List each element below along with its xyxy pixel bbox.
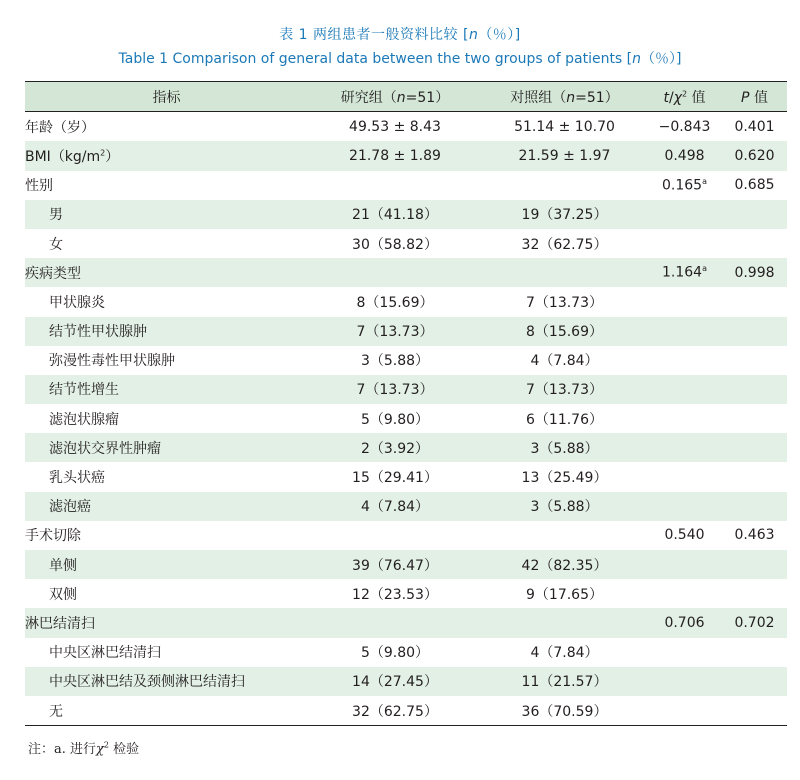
row-label: 年龄（岁） [25,119,95,136]
table-row [25,696,787,726]
p-value [722,638,787,667]
p-value: 0.401 [734,118,775,135]
p-value: 0.702 [734,614,775,631]
study-group-value: 32（62.75） [352,703,438,720]
statistic-value [647,696,722,726]
row-label: 滤泡状腺瘤 [49,411,119,428]
study-group-value [308,258,482,287]
row-label: $BMI(kg/m^2)$ [25,148,120,165]
table-row [25,462,787,491]
table-row [25,141,787,170]
statistic-value [647,579,722,608]
header-p-value: P 值 [741,89,768,106]
statistic-value [647,667,722,696]
row-label: 双侧 [49,586,77,603]
control-group-value [482,171,647,200]
control-group-value: 4（7.84） [530,645,599,662]
row-label: 淋巴结清扫 [25,615,95,632]
study-group-value: 3（5.88） [360,353,430,370]
control-group-value: 21.59 ± 1.97 [518,147,611,164]
table-row [25,433,787,462]
study-group-value: 21.78 ± 1.89 [349,147,441,164]
table-row [25,317,787,346]
control-group-value: 8（15.69） [526,324,603,341]
statistic-value: 0.165$^a$ [662,176,707,194]
row-label: 结节性甲状腺肿 [49,324,147,341]
statistic-value: 0.498 [664,147,705,164]
study-group-value: 14（27.45） [352,674,438,691]
statistic-value: 1.164$^a$ [662,264,707,282]
p-value: 0.620 [734,147,775,164]
control-group-value: 19（37.25） [521,207,608,224]
row-label: 结节性增生 [49,382,119,399]
header-control-group: 对照组（n=51） [510,89,619,106]
table-row [25,346,787,375]
p-value [722,579,787,608]
statistic-value [647,404,722,433]
p-value [722,550,787,579]
table-row [25,608,787,637]
table-row [25,404,787,433]
study-group-value: 5（9.80） [360,645,430,662]
statistic-value [647,492,722,521]
study-group-value: 21（41.18） [352,207,438,224]
row-label: 疾病类型 [25,265,81,282]
row-label: 单侧 [49,557,77,574]
table-body [25,112,787,726]
header-statistic: $t/\chi^2$ 值 [663,88,706,106]
table-footnote: 注：a. 进行$\chi^2$ 检验 [28,740,140,757]
table-row [25,521,787,550]
statistic-value [647,462,722,491]
table-title-en: Table 1 Comparison of general data between the two groups of patients [n（％）] [118,51,682,67]
control-group-value [482,258,647,287]
study-group-value [308,521,482,550]
row-label: 弥漫性毒性甲状腺肿 [49,353,175,370]
control-group-value: 9（17.65） [526,586,603,603]
statistic-value [647,638,722,667]
row-label: 滤泡癌 [49,499,91,516]
row-label: 甲状腺炎 [49,294,105,311]
p-value [722,317,787,346]
study-group-value [308,608,482,637]
control-group-value: 11（21.57） [521,674,608,691]
table-row [25,579,787,608]
statistic-value [647,346,722,375]
control-group-value: 6（11.76） [526,411,603,428]
p-value [722,375,787,404]
control-group-value: 3（5.88） [530,499,599,516]
control-group-value: 3（5.88） [530,440,599,457]
row-label: 滤泡状交界性肿瘤 [49,440,161,457]
study-group-value: 2（3.92） [360,440,430,457]
table-row [25,550,787,579]
control-group-value: 36（70.59） [521,703,608,720]
p-value: 0.998 [734,264,775,281]
control-group-value [482,608,647,637]
statistic-value [647,229,722,258]
p-value [722,287,787,316]
control-group-value: 7（13.73） [526,382,603,399]
header-indicator: 指标 [152,89,181,106]
table-row [25,492,787,521]
control-group-value: 13（25.49） [521,470,608,487]
statistic-value: 0.706 [664,614,705,631]
study-group-value: 4（7.84） [360,499,430,516]
control-group-value: 42（82.35） [521,557,608,574]
statistic-value [647,287,722,316]
comparison-table [25,81,787,726]
row-label: 性别 [25,178,53,195]
row-label: 乳头状癌 [49,470,105,487]
table-row [25,667,787,696]
p-value [722,200,787,229]
study-group-value: 12（23.53） [352,586,438,603]
p-value [722,433,787,462]
p-value [722,229,787,258]
row-label: 中央区淋巴结及颈侧淋巴结清扫 [49,674,245,691]
study-group-value: 8（15.69） [356,294,434,311]
table-row [25,287,787,316]
row-label: 中央区淋巴结清扫 [49,645,161,662]
statistic-value [647,200,722,229]
table-row [25,258,787,287]
table-row [25,171,787,200]
table-row [25,375,787,404]
study-group-value: 49.53 ± 8.43 [349,118,441,135]
row-label: 无 [49,703,63,720]
table-row [25,200,787,229]
p-value [722,492,787,521]
study-group-value: 39（76.47） [352,557,438,574]
control-group-value: 7（13.73） [526,294,603,311]
study-group-value: 15（29.41） [352,470,438,487]
statistic-value [647,317,722,346]
p-value: 0.463 [734,527,775,544]
table-row [25,638,787,667]
p-value [722,462,787,491]
study-group-value: 5（9.80） [360,411,430,428]
header-study-group: 研究组（n=51） [340,89,450,106]
statistic-value [647,375,722,404]
control-group-value: 32（62.75） [521,236,608,253]
row-label: 手术切除 [25,528,81,545]
p-value [722,667,787,696]
p-value: 0.685 [734,177,775,194]
study-group-value [308,171,482,200]
study-group-value: 30（58.82） [352,236,438,253]
statistic-value [647,550,722,579]
study-group-value: 7（13.73） [356,382,434,399]
row-label: 男 [49,207,63,224]
row-label: 女 [49,236,63,253]
table-row [25,112,787,142]
statistic-value: −0.843 [658,118,711,135]
p-value [722,346,787,375]
table-header-row [25,82,787,112]
statistic-value [647,433,722,462]
table-title-cn: 表 1 两组患者一般资料比较 [n（％）] [279,27,521,43]
control-group-value: 51.14 ± 10.70 [514,118,615,135]
statistic-value: 0.540 [664,527,705,544]
control-group-value: 4（7.84） [530,353,599,370]
p-value [722,404,787,433]
table-row [25,229,787,258]
p-value [722,696,787,726]
control-group-value [482,521,647,550]
study-group-value: 7（13.73） [356,324,434,341]
